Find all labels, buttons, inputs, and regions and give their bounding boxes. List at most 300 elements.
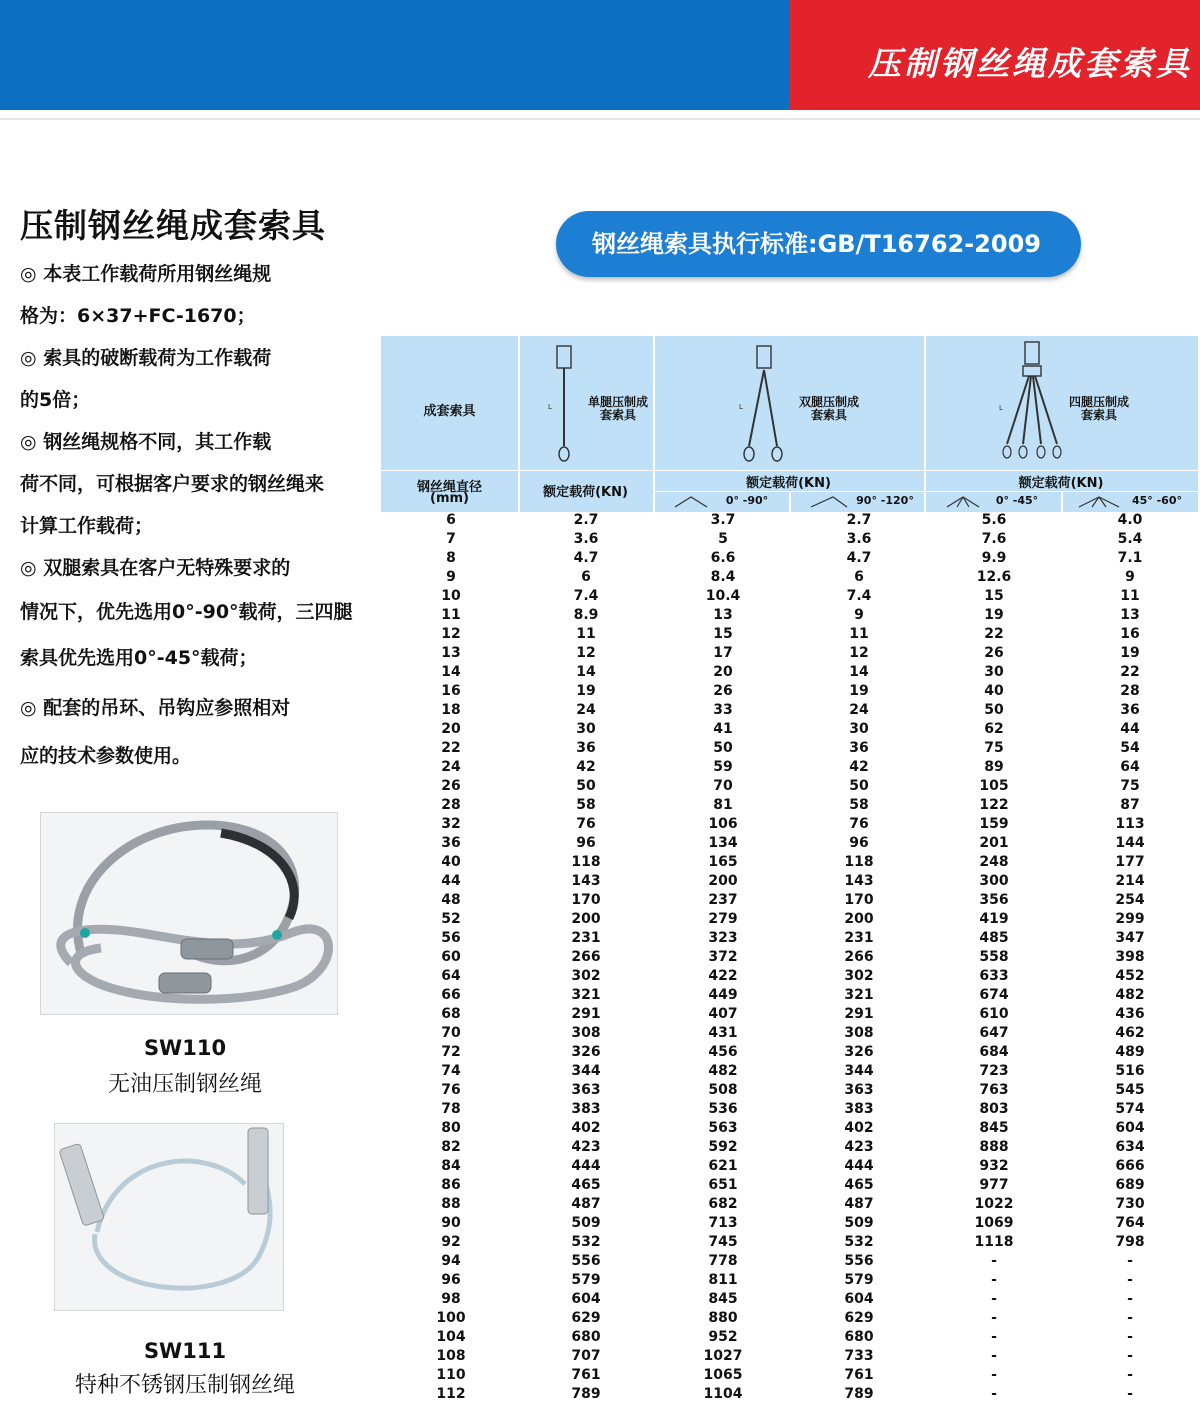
table-cell: 2.7 xyxy=(846,512,872,528)
table-row xyxy=(381,1176,1198,1195)
table-cell: 465 xyxy=(571,1177,601,1193)
table-cell: 14 xyxy=(576,664,596,680)
table-cell: 621 xyxy=(708,1158,738,1174)
table-cell: 19 xyxy=(984,607,1004,623)
table-cell: 563 xyxy=(708,1120,738,1136)
table-row xyxy=(381,1024,1198,1043)
table-cell: 42 xyxy=(576,759,596,775)
table-cell: - xyxy=(991,1348,997,1364)
table-cell: 508 xyxy=(708,1082,738,1098)
table-cell: 633 xyxy=(979,968,1009,984)
table-cell: 76 xyxy=(441,1082,461,1098)
table-cell: 50 xyxy=(713,740,733,756)
table-cell: 536 xyxy=(708,1101,738,1117)
table-cell: 177 xyxy=(1115,854,1145,870)
table-cell: 684 xyxy=(979,1044,1009,1060)
table-row xyxy=(381,853,1198,872)
table-cell: 64 xyxy=(1120,759,1140,775)
table-cell: 880 xyxy=(708,1310,738,1326)
table-cell: 12 xyxy=(849,645,869,661)
angle-icon xyxy=(809,494,849,510)
table-cell: 12.6 xyxy=(976,569,1012,585)
table-cell: 44 xyxy=(441,873,461,889)
table-cell: 763 xyxy=(979,1082,1009,1098)
table-cell: 80 xyxy=(441,1120,461,1136)
table-cell: 36 xyxy=(1120,702,1140,718)
table-cell: 629 xyxy=(844,1310,874,1326)
table-row xyxy=(381,1119,1198,1138)
table-cell: 798 xyxy=(1115,1234,1145,1250)
table-cell: 4.7 xyxy=(573,550,599,566)
table-row xyxy=(381,1138,1198,1157)
table-row xyxy=(381,948,1198,967)
table-row xyxy=(381,511,1198,530)
table-cell: - xyxy=(991,1291,997,1307)
table-cell: 58 xyxy=(849,797,869,813)
table-cell: 170 xyxy=(844,892,874,908)
table-cell: 579 xyxy=(571,1272,601,1288)
table-cell: 30 xyxy=(984,664,1004,680)
banner-title: 压制钢丝绳成套索具 xyxy=(868,44,1192,83)
table-cell: 610 xyxy=(979,1006,1009,1022)
table-cell: 30 xyxy=(849,721,869,737)
table-row xyxy=(381,1214,1198,1233)
table-cell: 56 xyxy=(441,930,461,946)
table-cell: 108 xyxy=(436,1348,466,1364)
table-cell: 8 xyxy=(446,550,456,566)
angle-icon xyxy=(1077,494,1121,510)
table-cell: 94 xyxy=(441,1253,461,1269)
table-cell: 932 xyxy=(979,1158,1009,1174)
table-cell: 604 xyxy=(571,1291,601,1307)
table-cell: 9 xyxy=(446,569,456,585)
table-row xyxy=(381,777,1198,796)
angle-icon xyxy=(671,494,711,510)
table-row xyxy=(381,1157,1198,1176)
table-row xyxy=(381,1195,1198,1214)
table-row xyxy=(381,1366,1198,1385)
table-cell: 344 xyxy=(844,1063,874,1079)
table-cell: - xyxy=(1127,1367,1133,1383)
table-cell: 402 xyxy=(571,1120,601,1136)
table-cell: 33 xyxy=(713,702,733,718)
table-cell: 449 xyxy=(708,987,738,1003)
table-cell: 647 xyxy=(979,1025,1009,1041)
table-cell: 9.9 xyxy=(981,550,1007,566)
table-cell: 761 xyxy=(844,1367,874,1383)
table-cell: 556 xyxy=(571,1253,601,1269)
table-cell: 68 xyxy=(441,1006,461,1022)
table-cell: 383 xyxy=(844,1101,874,1117)
header-diameter: 钢丝绳直径 xyxy=(416,480,482,495)
table-cell: 680 xyxy=(844,1329,874,1345)
table-cell: 745 xyxy=(708,1234,738,1250)
table-body xyxy=(381,511,1198,1404)
table-row xyxy=(381,644,1198,663)
table-cell: 22 xyxy=(441,740,461,756)
table-cell: 24 xyxy=(849,702,869,718)
table-cell: 118 xyxy=(571,854,601,870)
table-cell: 321 xyxy=(844,987,874,1003)
table-cell: 16 xyxy=(1120,626,1140,642)
table-cell: 845 xyxy=(708,1291,738,1307)
table-cell: 1065 xyxy=(703,1367,743,1383)
table-cell: 112 xyxy=(436,1386,466,1402)
table-cell: 165 xyxy=(708,854,738,870)
table-cell: 75 xyxy=(1120,778,1140,794)
table-cell: 407 xyxy=(708,1006,738,1022)
table-row xyxy=(381,834,1198,853)
table-cell: 444 xyxy=(844,1158,874,1174)
angle-four-b: 45° -60° xyxy=(1131,494,1182,507)
table-cell: 13 xyxy=(713,607,733,623)
table-cell: 40 xyxy=(984,683,1004,699)
header-divider xyxy=(653,491,1198,492)
table-cell: 465 xyxy=(844,1177,874,1193)
table-cell: 200 xyxy=(571,911,601,927)
table-cell: 3.6 xyxy=(573,531,599,547)
table-cell: 4.0 xyxy=(1117,512,1143,528)
table-cell: 423 xyxy=(571,1139,601,1155)
table-cell: - xyxy=(1127,1272,1133,1288)
table-cell: 323 xyxy=(708,930,738,946)
table-row xyxy=(381,1328,1198,1347)
table-row xyxy=(381,796,1198,815)
table-cell: 118 xyxy=(844,854,874,870)
table-cell: 778 xyxy=(708,1253,738,1269)
table-cell: 482 xyxy=(708,1063,738,1079)
table-cell: 398 xyxy=(1115,949,1145,965)
single-leg-diagram xyxy=(547,344,587,464)
table-cell: 789 xyxy=(571,1386,601,1402)
table-cell: 75 xyxy=(984,740,1004,756)
table-cell: 592 xyxy=(708,1139,738,1155)
table-cell: 143 xyxy=(844,873,874,889)
table-cell: 6 xyxy=(581,569,591,585)
table-cell: - xyxy=(991,1272,997,1288)
table-cell: 579 xyxy=(844,1272,874,1288)
table-cell: 134 xyxy=(708,835,738,851)
svg-text:L: L xyxy=(548,403,552,411)
table-row xyxy=(381,1233,1198,1252)
table-cell: 5.6 xyxy=(981,512,1007,528)
table-row xyxy=(381,587,1198,606)
table-cell: 5.4 xyxy=(1117,531,1143,547)
table-cell: 266 xyxy=(844,949,874,965)
table-row xyxy=(381,1309,1198,1328)
table-cell: 14 xyxy=(441,664,461,680)
table-row xyxy=(381,530,1198,549)
table-cell: 977 xyxy=(979,1177,1009,1193)
table-cell: 87 xyxy=(1120,797,1140,813)
table-row xyxy=(381,815,1198,834)
table-cell: 19 xyxy=(576,683,596,699)
table-cell: 159 xyxy=(979,816,1009,832)
table-row xyxy=(381,986,1198,1005)
header-diameter-unit: (mm) xyxy=(430,491,469,506)
table-cell: 1104 xyxy=(703,1386,743,1402)
four-leg-diagram xyxy=(999,340,1069,464)
column-divider xyxy=(1061,491,1063,512)
note-line: ◎ 钢丝绳规格不同，其工作载 xyxy=(20,431,272,453)
table-cell: 13 xyxy=(441,645,461,661)
table-row xyxy=(381,929,1198,948)
table-cell: 90 xyxy=(441,1215,461,1231)
note-line: 格为：6×37+FC-1670； xyxy=(20,305,256,327)
table-cell: 509 xyxy=(844,1215,874,1231)
product-name-sw111: 特种不锈钢压制钢丝绳 xyxy=(74,1373,295,1398)
note-line: 情况下，优先选用0°-90°载荷，三四腿 xyxy=(20,601,353,623)
table-cell: 44 xyxy=(1120,721,1140,737)
table-cell: 6 xyxy=(446,512,456,528)
table-cell: 11 xyxy=(849,626,869,642)
table-row xyxy=(381,1252,1198,1271)
table-cell: 20 xyxy=(441,721,461,737)
table-cell: 81 xyxy=(713,797,733,813)
table-cell: 532 xyxy=(844,1234,874,1250)
table-cell: 9 xyxy=(854,607,864,623)
table-cell: 2.7 xyxy=(573,512,599,528)
table-cell: 96 xyxy=(576,835,596,851)
table-cell: 113 xyxy=(1115,816,1145,832)
table-row xyxy=(381,1043,1198,1062)
table-cell: 344 xyxy=(571,1063,601,1079)
table-row xyxy=(381,1005,1198,1024)
table-cell: 60 xyxy=(441,949,461,965)
column-divider xyxy=(789,491,791,512)
table-cell: 10.4 xyxy=(705,588,741,604)
table-cell: 50 xyxy=(576,778,596,794)
table-cell: 12 xyxy=(576,645,596,661)
table-row xyxy=(381,967,1198,986)
table-cell: - xyxy=(1127,1253,1133,1269)
table-cell: 431 xyxy=(708,1025,738,1041)
table-cell: 666 xyxy=(1115,1158,1145,1174)
table-cell: 11 xyxy=(1120,588,1140,604)
banner-blue-section xyxy=(0,0,790,110)
double-leg-diagram xyxy=(737,344,797,464)
type-four: 四腿压制成套索具 xyxy=(1069,395,1130,422)
table-header xyxy=(381,336,1198,512)
table-cell: 532 xyxy=(571,1234,601,1250)
table-cell: 92 xyxy=(441,1234,461,1250)
table-cell: 70 xyxy=(713,778,733,794)
table-cell: 629 xyxy=(571,1310,601,1326)
table-cell: 803 xyxy=(979,1101,1009,1117)
stainless-rope-image xyxy=(55,1124,283,1310)
table-cell: 952 xyxy=(708,1329,738,1345)
table-cell: 201 xyxy=(979,835,1009,851)
table-cell: 558 xyxy=(979,949,1009,965)
table-cell: 713 xyxy=(708,1215,738,1231)
table-cell: 1118 xyxy=(974,1234,1014,1250)
table-cell: 62 xyxy=(984,721,1004,737)
table-cell: 96 xyxy=(849,835,869,851)
table-cell: 436 xyxy=(1115,1006,1145,1022)
table-cell: 680 xyxy=(571,1329,601,1345)
table-cell: 36 xyxy=(441,835,461,851)
table-cell: 302 xyxy=(571,968,601,984)
table-cell: 18 xyxy=(441,702,461,718)
note-line: ◎ 本表工作载荷所用钢丝绳规 xyxy=(20,263,272,285)
table-cell: 7.1 xyxy=(1117,550,1143,566)
table-cell: 6 xyxy=(854,569,864,585)
table-cell: 462 xyxy=(1115,1025,1145,1041)
table-cell: 604 xyxy=(1115,1120,1145,1136)
note-line: 计算工作载荷； xyxy=(20,515,154,537)
note-line: ◎ 双腿索具在客户无特殊要求的 xyxy=(20,557,291,579)
table-cell: 22 xyxy=(1120,664,1140,680)
wire-rope-loop-image xyxy=(41,813,337,1014)
table-cell: 419 xyxy=(979,911,1009,927)
table-row xyxy=(381,663,1198,682)
product-code-sw111: SW111 xyxy=(143,1339,227,1363)
note-line: 索具优先选用0°-45°载荷； xyxy=(20,647,258,669)
type-double: 双腿压制成套索具 xyxy=(799,395,860,422)
table-cell: 363 xyxy=(571,1082,601,1098)
table-cell: 66 xyxy=(441,987,461,1003)
table-row xyxy=(381,739,1198,758)
svg-text:L: L xyxy=(739,403,743,411)
table-cell: 574 xyxy=(1115,1101,1145,1117)
table-cell: 516 xyxy=(1115,1063,1145,1079)
table-row xyxy=(381,606,1198,625)
note-line: 应的技术参数使用。 xyxy=(20,745,192,767)
table-cell: 26 xyxy=(984,645,1004,661)
rated-load-single: 额定载荷(KN) xyxy=(543,485,628,500)
table-cell: 40 xyxy=(441,854,461,870)
header-divider xyxy=(381,470,1198,471)
table-cell: 761 xyxy=(571,1367,601,1383)
table-cell: 308 xyxy=(844,1025,874,1041)
note-line: ◎ 配套的吊环、吊钩应参照相对 xyxy=(20,697,291,719)
table-cell: 82 xyxy=(441,1139,461,1155)
table-cell: 200 xyxy=(708,873,738,889)
rated-load-four: 额定载荷(KN) xyxy=(1018,476,1104,491)
table-cell: 723 xyxy=(979,1063,1009,1079)
table-cell: 144 xyxy=(1115,835,1145,851)
table-cell: 98 xyxy=(441,1291,461,1307)
table-cell: 64 xyxy=(441,968,461,984)
table-cell: 733 xyxy=(844,1348,874,1364)
banner-red-section xyxy=(790,0,1200,110)
table-cell: 24 xyxy=(441,759,461,775)
table-cell: - xyxy=(991,1253,997,1269)
product-photo-sw110 xyxy=(40,812,338,1015)
angle-icon xyxy=(943,494,983,510)
table-cell: - xyxy=(1127,1291,1133,1307)
table-cell: 254 xyxy=(1115,892,1145,908)
table-cell: 356 xyxy=(979,892,1009,908)
table-cell: 689 xyxy=(1115,1177,1145,1193)
table-cell: 7.4 xyxy=(846,588,872,604)
table-cell: 347 xyxy=(1115,930,1145,946)
table-cell: 24 xyxy=(576,702,596,718)
rated-load-double: 额定载荷(KN) xyxy=(746,476,831,491)
table-cell: 88 xyxy=(441,1196,461,1212)
table-cell: 28 xyxy=(1120,683,1140,699)
table-cell: 482 xyxy=(1115,987,1145,1003)
table-cell: 76 xyxy=(849,816,869,832)
table-cell: - xyxy=(991,1367,997,1383)
table-row xyxy=(381,1385,1198,1404)
table-cell: 308 xyxy=(571,1025,601,1041)
table-cell: 556 xyxy=(844,1253,874,1269)
table-cell: - xyxy=(991,1310,997,1326)
table-cell: 54 xyxy=(1120,740,1140,756)
table-cell: 3.7 xyxy=(710,512,736,528)
product-name-sw110: 无油压制钢丝绳 xyxy=(107,1072,262,1097)
table-cell: 1027 xyxy=(703,1348,743,1364)
table-cell: 764 xyxy=(1115,1215,1145,1231)
table-cell: 22 xyxy=(984,626,1004,642)
table-cell: 11 xyxy=(441,607,461,623)
table-row xyxy=(381,891,1198,910)
angle-double-b: 90° -120° xyxy=(856,494,914,507)
table-cell: 76 xyxy=(576,816,596,832)
table-row xyxy=(381,568,1198,587)
table-cell: 11 xyxy=(576,626,596,642)
table-row xyxy=(381,549,1198,568)
table-cell: 10 xyxy=(441,588,461,604)
table-cell: 300 xyxy=(979,873,1009,889)
product-photo-sw111 xyxy=(54,1123,284,1311)
table-cell: 105 xyxy=(979,778,1009,794)
table-cell: 402 xyxy=(844,1120,874,1136)
table-cell: 487 xyxy=(844,1196,874,1212)
angle-double-a: 0° -90° xyxy=(725,494,769,507)
table-row xyxy=(381,1100,1198,1119)
table-cell: 423 xyxy=(844,1139,874,1155)
table-cell: 89 xyxy=(984,759,1004,775)
table-cell: - xyxy=(991,1386,997,1402)
table-cell: 30 xyxy=(576,721,596,737)
table-cell: 811 xyxy=(708,1272,738,1288)
note-line: ◎ 索具的破断载荷为工作载荷 xyxy=(20,347,272,369)
table-cell: 19 xyxy=(1120,645,1140,661)
note-line: 荷不同，可根据客户要求的钢丝绳来 xyxy=(20,473,325,495)
table-cell: 100 xyxy=(436,1310,466,1326)
table-cell: 14 xyxy=(849,664,869,680)
table-cell: 485 xyxy=(979,930,1009,946)
table-cell: 78 xyxy=(441,1101,461,1117)
table-cell: 26 xyxy=(441,778,461,794)
table-row xyxy=(381,682,1198,701)
table-cell: 59 xyxy=(713,759,733,775)
table-cell: 372 xyxy=(708,949,738,965)
table-cell: 20 xyxy=(713,664,733,680)
table-cell: 789 xyxy=(844,1386,874,1402)
table-row xyxy=(381,625,1198,644)
table-cell: 12 xyxy=(441,626,461,642)
table-cell: 74 xyxy=(441,1063,461,1079)
table-row xyxy=(381,1271,1198,1290)
table-cell: 17 xyxy=(713,645,733,661)
table-cell: 487 xyxy=(571,1196,601,1212)
table-row xyxy=(381,758,1198,777)
table-cell: 383 xyxy=(571,1101,601,1117)
table-row xyxy=(381,720,1198,739)
standard-banner: 钢丝绳索具执行标准:GB/T16762-2009 xyxy=(556,211,1081,277)
table-cell: 96 xyxy=(441,1272,461,1288)
table-cell: 7 xyxy=(446,531,456,547)
table-cell: 26 xyxy=(713,683,733,699)
table-cell: - xyxy=(1127,1348,1133,1364)
table-cell: 48 xyxy=(441,892,461,908)
table-cell: 231 xyxy=(844,930,874,946)
table-cell: 3.6 xyxy=(846,531,872,547)
table-cell: 7.4 xyxy=(573,588,599,604)
